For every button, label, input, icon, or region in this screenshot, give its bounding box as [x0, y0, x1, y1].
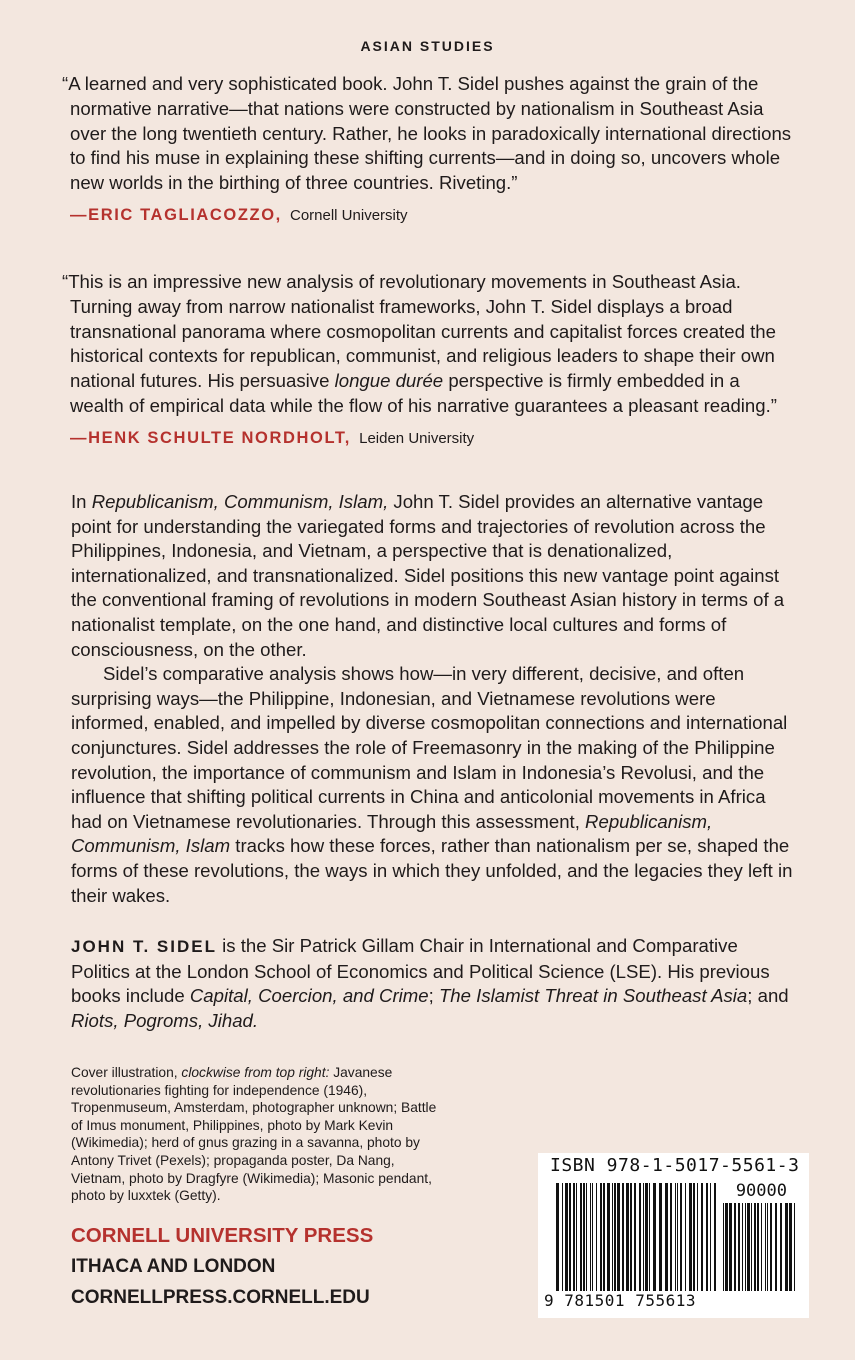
barcode-bar: [680, 1183, 682, 1291]
quote-text-part: perspective is firmly embedded in a wealth of empirical data while the flow of his narrative guarantees a pleasant reading.”: [70, 370, 777, 416]
barcode-bar: [757, 1203, 759, 1291]
barcode-bar: [569, 1183, 571, 1291]
barcode-bar: [754, 1203, 756, 1291]
barcode-bar: [600, 1183, 602, 1291]
barcode-bar: [670, 1183, 672, 1291]
quote-text-part: “This is an impressive new analysis of revolutionary movements in Southeast Asia. Turning away from narrow nationalist frameworks, John T. Sidel displays a broad transnational panorama where cosmopolitan currents and capitalist forces created the historical contexts for republican, communist, and religious leaders to shape their own national futures. His persuasive: [62, 271, 776, 392]
barcode-bar: [580, 1183, 582, 1291]
text-part: Sidel’s comparative analysis shows how—in very different, decisive, and often surprising ways—the Philippine, Indonesian, and Vietnamese revolutions were informed, enabled, and impelled by diverse cosmopolitan connections and international conjunctures. Sidel addresses the role of Freemasonry in the making of the Philippine revolution, the importance of communism and Islam in Indonesia’s Revolusi, and the influence that shifting political currents in China and anticolonial movements in Africa had on Vietnamese revolutionaries. Through this assessment,: [71, 663, 788, 832]
endorser-name: —ERIC TAGLIACOZZO,: [70, 205, 282, 224]
author-name: JOHN T. SIDEL: [71, 937, 217, 956]
quote-attribution: [62, 204, 797, 227]
barcode-bar: [745, 1203, 746, 1291]
text-part: tracks how these forces, rather than nationalism per se, shaped the forms of these revolutions, the ways in which they unfolded, and the legacies they left in their wakes.: [71, 835, 793, 906]
barcode-bar: [794, 1203, 795, 1291]
publisher-block: [71, 1220, 373, 1313]
bio-text: ;: [428, 985, 439, 1007]
credits-text: Javanese revolutionaries fighting for independence (1946), Tropenmuseum, Amsterdam, photographer unknown; Battle of Imus monument, Philippines, photo by Mark Kevin (Wikimedia); herd of gnus grazing in a savanna, photo by Antony Trivet (Pexels); propaganda poster, Da Nang, Vietnam, photo by Dragfyre (Wikimedia); Masonic pendant, photo by luxxtek (Getty).: [71, 1065, 437, 1204]
barcode-bar: [649, 1183, 650, 1291]
book-title-italic: Capital, Coercion, and Crime: [189, 985, 429, 1007]
publisher-website: CORNELLPRESS.CORNELL.EDU: [71, 1287, 370, 1308]
barcode-bar: [639, 1183, 641, 1291]
barcode-bar: [675, 1183, 676, 1291]
credits-text: Cover illustration,: [71, 1065, 182, 1080]
barcode-bar: [653, 1183, 656, 1291]
barcode-bar: [685, 1183, 686, 1291]
barcode-bar: [643, 1183, 644, 1291]
barcode-bar: [659, 1183, 662, 1291]
barcode-bar: [714, 1183, 716, 1291]
book-title-italic: Republicanism, Communism, Islam,: [91, 491, 389, 512]
barcode-bar: [617, 1183, 620, 1291]
ean-barcode: [556, 1183, 716, 1293]
barcode-bar: [562, 1183, 563, 1291]
barcode-bar: [573, 1183, 575, 1291]
book-title-italic: Riots, Pogroms, Jihad.: [71, 1009, 259, 1031]
text-part: In: [71, 491, 92, 512]
description-paragraph-1: [71, 490, 796, 662]
book-title-italic: The Islamist Threat in Southeast Asia: [438, 985, 748, 1007]
barcode-bar: [612, 1183, 613, 1291]
category-label: ASIAN STUDIES: [360, 38, 495, 54]
barcode-bar: [697, 1183, 698, 1291]
bio-text: is the Sir Patrick Gillam Chair in International and Comparative Politics at the London School of Economics and Political Science (LSE). His previous books include: [71, 935, 770, 1007]
credits-italic: clockwise from top right:: [181, 1065, 330, 1080]
cover-credits: [71, 1064, 451, 1205]
author-bio: [71, 934, 796, 1033]
barcode-bar: [556, 1183, 559, 1291]
barcode-bar: [665, 1183, 668, 1291]
ean-digits: 9 781501 755613: [544, 1291, 696, 1310]
barcode-bar: [775, 1203, 777, 1291]
publisher-location: ITHACA AND LONDON: [71, 1256, 276, 1277]
publisher-name: CORNELL UNIVERSITY PRESS: [71, 1224, 374, 1247]
barcode-bar: [738, 1203, 740, 1291]
bio-text: ; and: [747, 985, 789, 1007]
barcode-bar: [767, 1203, 768, 1291]
barcode-bar: [586, 1183, 587, 1291]
endorsement-quote-2: [62, 270, 797, 450]
barcode-bar: [603, 1183, 605, 1291]
book-title-italic: Republicanism, Communism, Islam: [71, 810, 713, 857]
description-paragraph-2: [71, 662, 796, 908]
barcode-bar: [725, 1203, 728, 1291]
barcode-bar: [747, 1203, 750, 1291]
endorsement-quote-1: [62, 72, 797, 227]
barcode-bar: [626, 1183, 629, 1291]
barcode-bar: [780, 1203, 782, 1291]
barcode-bar: [596, 1183, 597, 1291]
barcode-bar: [614, 1183, 616, 1291]
barcode-bar: [622, 1183, 624, 1291]
quote-italic-phrase: longue durée: [334, 370, 444, 392]
barcode-bar: [734, 1203, 736, 1291]
barcode-bar: [592, 1183, 593, 1291]
barcode-bar: [706, 1183, 708, 1291]
barcode-box: [538, 1153, 809, 1318]
barcode-bar: [761, 1203, 762, 1291]
text-part: John T. Sidel provides an alternative vantage point for understanding the variegated forms and trajectories of revolution across the Philippines, Indonesia, and Vietnam, a perspective that is denationalized, internationalized, and transnationalized. Sidel positions this new vantage point against the conventional framing of revolutions in modern Southeast Asian history in terms of a nationalist template, on the one hand, and distinctive local cultures and forms of consciousness, on the other.: [71, 491, 785, 660]
barcode-bar: [677, 1183, 678, 1291]
quote-text: [62, 270, 797, 419]
barcode-bar: [607, 1183, 610, 1291]
endorser-affiliation: Leiden University: [359, 429, 475, 447]
barcode-bar: [634, 1183, 636, 1291]
quote-text: “A learned and very sophisticated book. John T. Sidel pushes against the grain of the normative narrative—that nations were constructed by nationalism in Southeast Asia over the long twentieth century. Rather, he looks in paradoxically international directions to find his muse in explaining these shifting currents—and in doing so, uncovers whole new worlds in the birthing of three countries. Riveting.”: [62, 73, 792, 194]
endorser-name: —HENK SCHULTE NORDHOLT,: [70, 428, 351, 447]
addon-barcode: [723, 1203, 795, 1293]
barcode-bar: [785, 1203, 788, 1291]
barcode-bar: [701, 1183, 703, 1291]
barcode-bar: [729, 1203, 732, 1291]
barcode-bar: [630, 1183, 632, 1291]
barcode-bar: [583, 1183, 585, 1291]
barcode-bar: [789, 1203, 792, 1291]
barcode-bar: [770, 1203, 772, 1291]
barcode-bar: [765, 1203, 766, 1291]
price-code: 90000: [735, 1181, 787, 1201]
barcode-bar: [590, 1183, 591, 1291]
endorser-affiliation: Cornell University: [290, 206, 408, 224]
barcode-bar: [689, 1183, 692, 1291]
isbn-number: ISBN 978-1-5017-5561-3: [550, 1155, 800, 1176]
barcode-bar: [723, 1203, 724, 1291]
barcode-bar: [693, 1183, 695, 1291]
barcode-bar: [742, 1203, 743, 1291]
barcode-bar: [576, 1183, 577, 1291]
book-description: [71, 490, 796, 908]
barcode-bar: [565, 1183, 568, 1291]
barcode-bar: [645, 1183, 648, 1291]
barcode-bar: [710, 1183, 711, 1291]
quote-attribution: [62, 427, 797, 450]
barcode-bar: [751, 1203, 752, 1291]
